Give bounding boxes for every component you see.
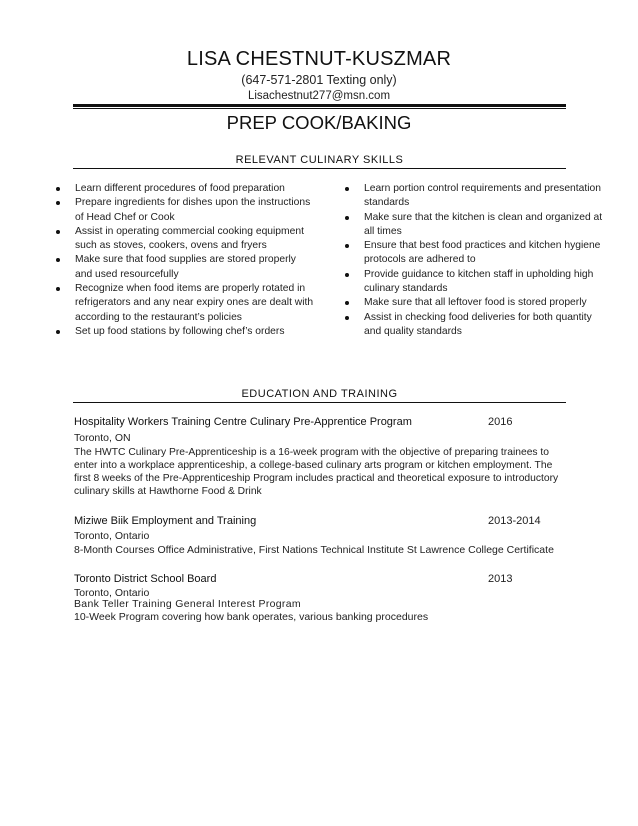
entry-title: Hospitality Workers Training Centre Culinary Pre-Apprentice Program [74, 416, 412, 428]
skill-item: Assist in operating commercial cooking equipment such as stoves, cookers, ovens and fryers [53, 225, 315, 254]
entry-year: 2016 [488, 416, 513, 428]
entry-location: Toronto, ON [74, 432, 131, 444]
skill-item: Learn different procedures of food preparation [53, 182, 315, 196]
skill-item: Make sure that the kitchen is clean and organized at all times [342, 211, 604, 240]
phone-number: (647-571-2801 Texting only) [241, 73, 397, 87]
entry-program: Bank Teller Training General Interest Program [74, 598, 301, 610]
job-title: PREP COOK/BAKING [226, 112, 412, 133]
skills-rule [73, 168, 566, 169]
skills-list-left [53, 182, 315, 339]
skill-item: Ensure that best food practices and kitchen hygiene protocols are adhered to [342, 239, 604, 268]
skill-item: Provide guidance to kitchen staff in upholding high culinary standards [342, 268, 604, 297]
education-rule [73, 402, 566, 403]
education-heading: EDUCATION AND TRAINING [241, 388, 398, 400]
entry-description: 10-Week Program covering how bank operates, various banking procedures [74, 611, 429, 623]
entry-title: Miziwe Biik Employment and Training [74, 515, 257, 527]
entry-year: 2013-2014 [488, 515, 541, 527]
entry-location: Toronto, Ontario [74, 587, 150, 599]
skill-item: Assist in checking food deliveries for both quantity and quality standards [342, 311, 604, 340]
header-rule-thick [73, 104, 566, 107]
entry-description: The HWTC Culinary Pre-Apprenticeship is a 16-week program with the objective of preparing trainees to enter into a workplace apprenticeship, a college-based culinary arts program or kitchen employment. The first 8 weeks of the Pre-Apprenticeship Program includes practical and theoretical exposure to introductory culinary skills at Hawthorne Food & Drink [74, 447, 559, 497]
skill-item: Make sure that food supplies are stored properly and used resourcefully [53, 253, 315, 282]
entry-year: 2013 [488, 573, 513, 585]
entry-description: 8-Month Courses Office Administrative, First Nations Technical Institute St Lawrence College Certificate [74, 544, 554, 556]
header-rule-thin [73, 108, 566, 109]
skill-item: Make sure that all leftover food is stored properly [342, 296, 604, 310]
skill-item: Set up food stations by following chef’s orders [53, 325, 315, 339]
entry-location: Toronto, Ontario [74, 530, 150, 542]
candidate-name: LISA CHESTNUT-KUSZMAR [186, 48, 452, 70]
entry-title: Toronto District School Board [74, 573, 217, 585]
email-address: Lisachestnut277@msn.com [247, 90, 391, 102]
skill-item: Recognize when food items are properly rotated in refrigerators and any near expiry ones are dealt with according to the restaurant’s policies [53, 282, 315, 325]
skill-item: Learn portion control requirements and presentation standards [342, 182, 604, 211]
skill-item: Prepare ingredients for dishes upon the instructions of Head Chef or Cook [53, 196, 315, 225]
skills-heading: RELEVANT CULINARY SKILLS [235, 154, 404, 166]
skills-list-right [342, 182, 604, 339]
